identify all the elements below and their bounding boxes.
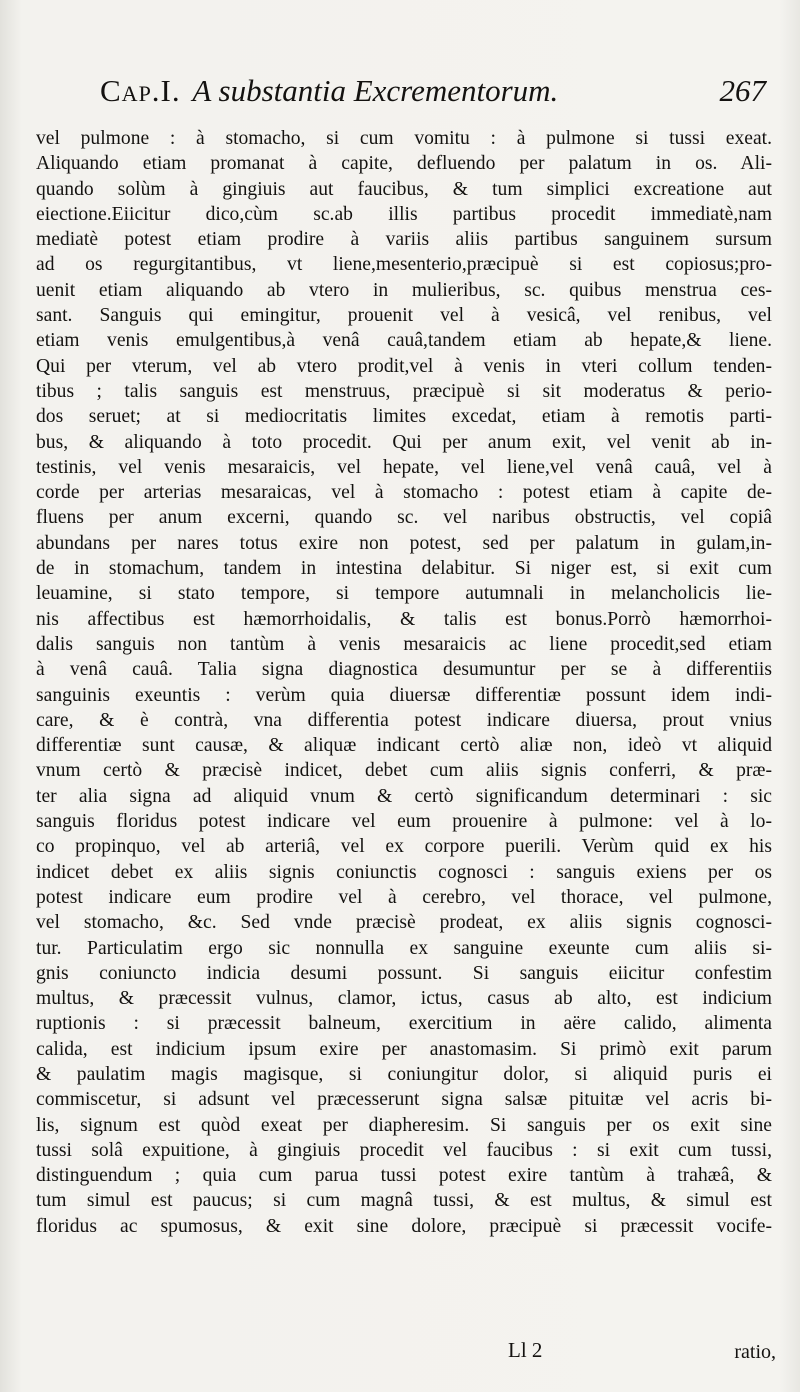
running-head (100, 66, 558, 116)
text-line: sanguis floridus potest indicare vel eum prouenire à pulmone: vel à lo- (36, 811, 772, 833)
chapter-subject: A substantia Excrementorum. (192, 73, 559, 108)
text-line: etiam venis emulgentibus,à venâ cauâ,tandem etiam ab hepate,& liene. (36, 330, 772, 352)
text-line: commiscetur, si adsunt vel præcesserunt signa salsæ pituitæ vel acris bi- (36, 1089, 772, 1111)
text-line: testinis, vel venis mesaraicis, vel hepate, vel liene,vel venâ cauâ, vel à (36, 456, 772, 478)
text-line: multus, & præcessit vulnus, clamor, ictus, casus ab alto, est indicium (36, 988, 772, 1010)
catchword: ratio, (734, 1341, 776, 1363)
text-line: de in stomachum, tandem in intestina delabitur. Si niger est, si exit cum (36, 558, 772, 580)
text-line: tum simul est paucus; si cum magnâ tussi, & est multus, & simul est (36, 1190, 772, 1212)
text-line: floridus ac spumosus, & exit sine dolore, præcipuè si præcessit vocife- (36, 1215, 772, 1237)
text-line: indicet debet ex aliis signis coniunctis cognosci : sanguis exiens per os (36, 861, 772, 883)
text-line: leuamine, si stato tempore, si tempore autumnali in melancholicis lie- (36, 583, 772, 605)
text-line: sant. Sanguis qui emingitur, prouenit vel à vesicâ, vel renibus, vel (36, 305, 772, 327)
text-line: vnum certò & præcisè indicet, debet cum aliis signis conferri, & præ- (36, 760, 772, 782)
text-line: differentiæ sunt causæ, & aliquæ indicant certò aliæ non, ideò vt aliquid (36, 735, 772, 757)
text-line: tibus ; talis sanguis est menstruus, præcipuè si sit moderatus & perio- (36, 380, 772, 402)
text-line: quando solùm à gingiuis aut faucibus, & tum simplici excreatione aut (36, 178, 772, 200)
body-text (36, 126, 772, 1239)
text-line: sanguinis exeuntis : verùm quia diuersæ differentiæ possunt idem indi- (36, 684, 772, 706)
text-line: calida, est indicium ipsum exire per anastomasim. Si primò exit parum (36, 1038, 772, 1060)
text-line: tur. Particulatim ergo sic nonnulla ex sanguine exeunte cum aliis si- (36, 937, 772, 959)
text-line: fluens per anum excerni, quando sc. vel naribus obstructis, vel copiâ (36, 507, 772, 529)
text-line: ruptionis : si præcessit balneum, exercitium in aëre calido, alimenta (36, 1013, 772, 1035)
text-line: vel pulmone : à stomacho, si cum vomitu : à pulmone si tussi exeat. (36, 128, 772, 149)
chapter-label: Cap.I. (100, 73, 181, 108)
text-line: co propinquo, vel ab arteriâ, vel ex corpore puerili. Verùm quid ex his (36, 836, 772, 858)
text-line: dalis sanguis non tantùm à venis mesaraicis ac liene procedit,sed etiam (36, 633, 772, 655)
text-line: nis affectibus est hæmorrhoidalis, & talis est bonus.Porrò hæmorrhoi- (36, 608, 772, 630)
text-line: & paulatim magis magisque, si coniungitur dolor, si aliquid puris ei (36, 1063, 772, 1085)
text-line: care, & è contrà, vna differentia potest indicare diuersa, prout vnius (36, 709, 772, 731)
signature-mark: Ll 2 (508, 1338, 543, 1362)
text-line: corde per arterias mesaraicas, vel à stomacho : potest etiam à capite de- (36, 482, 772, 504)
text-line: bus, & aliquando à toto procedit. Qui per anum exit, vel venit ab in- (36, 431, 772, 453)
text-line: potest indicare eum prodire vel à cerebro, vel thorace, vel pulmone, (36, 886, 772, 908)
text-line: tussi solâ expuitione, à gingiuis procedit vel faucibus : si exit cum tussi, (36, 1139, 772, 1161)
page-header (100, 66, 780, 116)
text-line: eiectione.Eiicitur dico,cùm sc.ab illis partibus procedit immediatè,nam (36, 203, 772, 225)
text-line: ad os regurgitantibus, vt liene,mesenterio,præcipuè si est copiosus;pro- (36, 254, 772, 276)
text-line: uenit etiam aliquando ab vtero in mulieribus, sc. quibus menstrua ces- (36, 279, 772, 301)
text-line: dos seruet; at si mediocritatis limites excedat, etiam à remotis parti- (36, 406, 772, 428)
text-line: Aliquando etiam promanat à capite, defluendo per palatum in os. Ali- (36, 153, 772, 175)
text-line: lis, signum est quòd exeat per diapheresim. Si sanguis per os exit sine (36, 1114, 772, 1136)
text-line: distinguendum ; quia cum parua tussi potest exire tantùm à trahæâ, & (36, 1165, 772, 1187)
text-line: Qui per vterum, vel ab vtero prodit,vel à venis in vteri collum tenden- (36, 355, 772, 377)
text-line: mediatè potest etiam prodire à variis aliis partibus sanguinem sursum (36, 229, 772, 251)
text-line: gnis coniuncto indicia desumi possunt. Si sanguis eiicitur confestim (36, 962, 772, 984)
text-line: abundans per nares totus exire non potest, sed per palatum in gulam,in- (36, 532, 772, 554)
text-line: vel stomacho, &c. Sed vnde præcisè prodeat, ex aliis signis cognosci- (36, 912, 772, 934)
page-number: 267 (719, 73, 766, 108)
text-line: ter alia signa ad aliquid vnum & certò significandum determinari : sic (36, 785, 772, 807)
text-line: à venâ cauâ. Talia signa diagnostica desumuntur per se à differentiis (36, 659, 772, 681)
